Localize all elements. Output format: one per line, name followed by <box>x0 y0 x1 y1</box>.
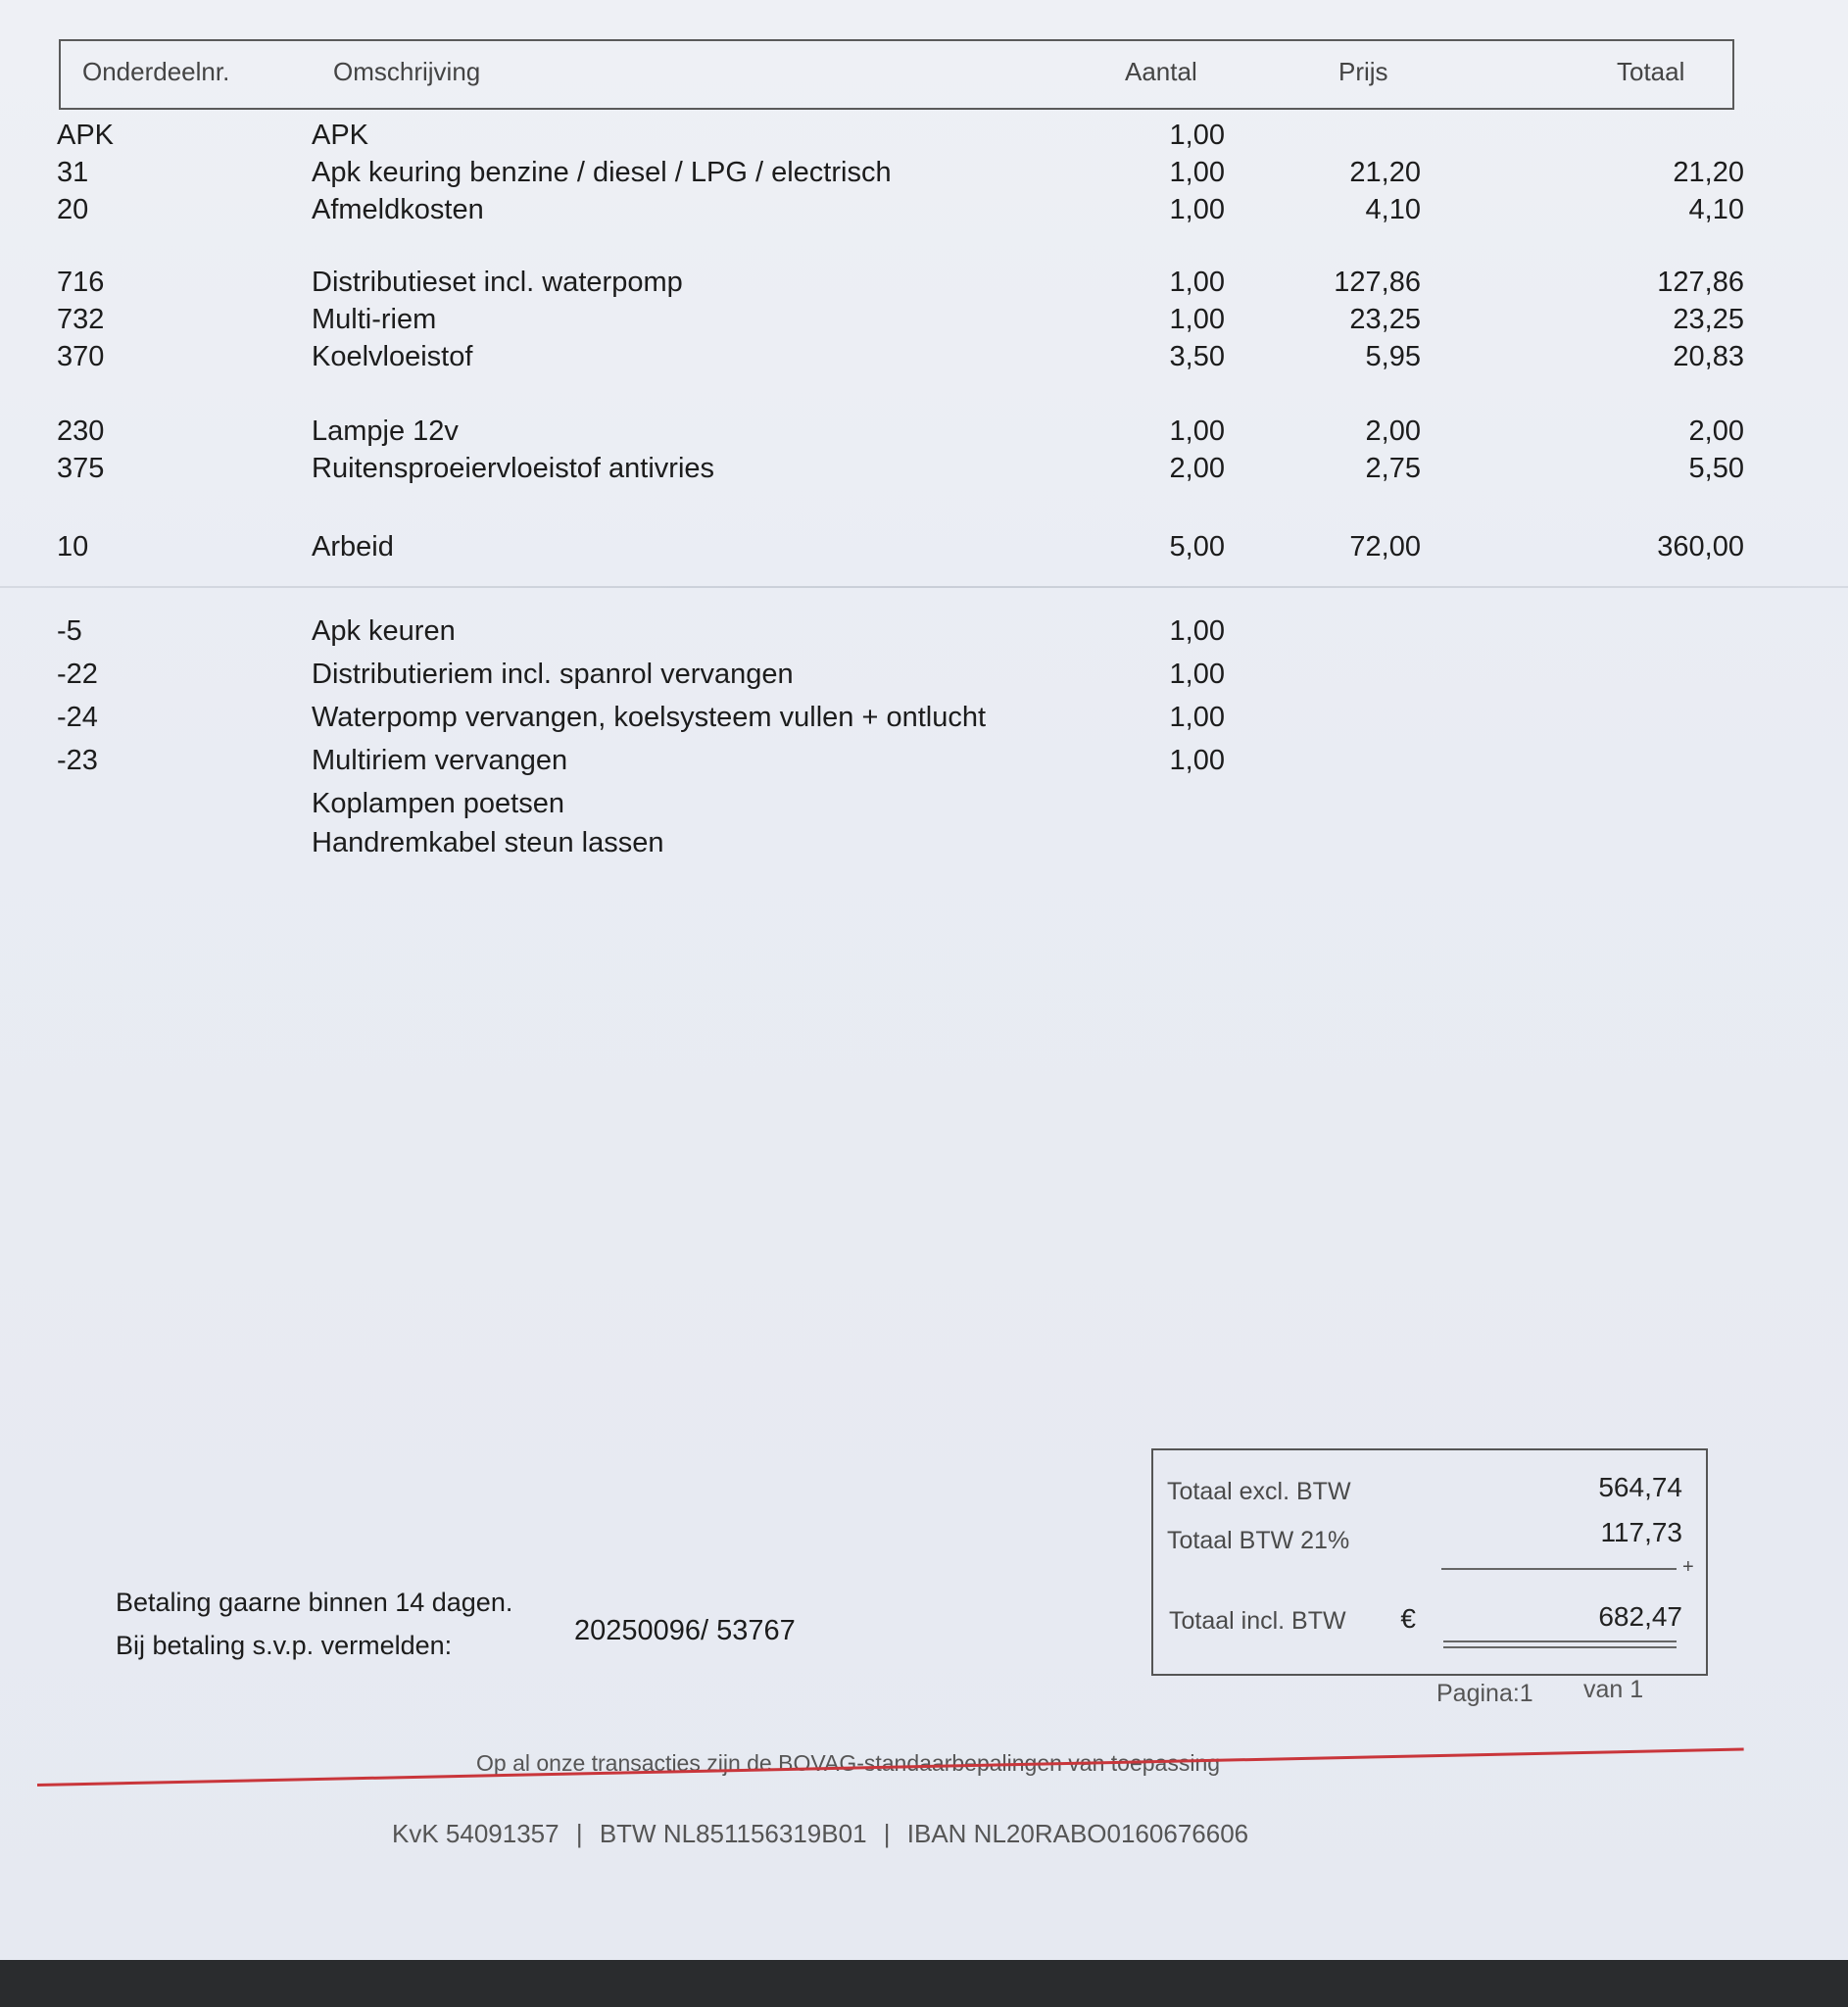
iban-number: IBAN NL20RABO0160676606 <box>906 1819 1249 1848</box>
line-total-cell: 127,86 <box>1657 267 1744 298</box>
part-number-cell: 732 <box>57 304 105 335</box>
description-cell: Multiriem vervangen <box>312 745 568 776</box>
line-total-cell: 2,00 <box>1688 416 1744 447</box>
quantity-cell: 2,00 <box>1169 453 1225 484</box>
description-cell: Handremkabel steun lassen <box>312 827 664 858</box>
table-row <box>0 827 1848 866</box>
table-row <box>0 531 1848 570</box>
separator: | <box>883 1819 891 1848</box>
terms-note: Op al onze transacties zijn de BOVAG-standaarbepalingen van toepassing <box>476 1750 1221 1776</box>
quantity-cell: 1,00 <box>1169 267 1225 298</box>
table-row <box>0 267 1848 306</box>
table-header-box <box>59 39 1734 110</box>
total-excl-value: 564,74 <box>1598 1472 1682 1502</box>
table-row <box>0 702 1848 741</box>
table-row <box>0 304 1848 343</box>
quantity-cell: 3,50 <box>1169 341 1225 372</box>
price-cell: 2,75 <box>1365 453 1421 484</box>
line-total-cell: 21,20 <box>1673 157 1744 188</box>
quantity-cell: 5,00 <box>1169 531 1225 563</box>
header-total: Totaal <box>1617 57 1685 86</box>
line-total-cell: 5,50 <box>1688 453 1744 484</box>
sum-line <box>1441 1568 1677 1570</box>
quantity-cell: 1,00 <box>1169 659 1225 690</box>
description-cell: Arbeid <box>312 531 394 563</box>
total-incl-label: Totaal incl. BTW <box>1169 1607 1346 1635</box>
paper-fold-crease <box>0 586 1848 588</box>
total-btw-value: 117,73 <box>1600 1517 1682 1547</box>
part-number-cell: -22 <box>57 659 98 690</box>
table-row <box>0 194 1848 233</box>
registration-line <box>392 1819 1248 1849</box>
page-count: van 1 <box>1583 1676 1644 1703</box>
price-cell: 23,25 <box>1349 304 1421 335</box>
table-row <box>0 615 1848 655</box>
quantity-cell: 1,00 <box>1169 745 1225 776</box>
total-btw-label: Totaal BTW 21% <box>1167 1527 1350 1554</box>
kvk-number: KvK 54091357 <box>392 1819 559 1848</box>
description-cell: Distributieriem incl. spanrol vervangen <box>312 659 794 690</box>
part-number-cell: 370 <box>57 341 105 372</box>
quantity-cell: 1,00 <box>1169 702 1225 733</box>
price-cell: 127,86 <box>1334 267 1421 298</box>
line-total-cell: 20,83 <box>1673 341 1744 372</box>
quantity-cell: 1,00 <box>1169 304 1225 335</box>
part-number-cell: 31 <box>57 157 89 188</box>
double-line-top <box>1443 1640 1677 1642</box>
description-cell: Koelvloeistof <box>312 341 473 372</box>
totals-box <box>1151 1448 1708 1676</box>
table-row <box>0 788 1848 827</box>
part-number-cell: -24 <box>57 702 98 733</box>
part-number-cell: -23 <box>57 745 98 776</box>
line-total-cell: 4,10 <box>1688 194 1744 225</box>
description-cell: Koplampen poetsen <box>312 788 564 819</box>
price-cell: 21,20 <box>1349 157 1421 188</box>
table-row <box>0 120 1848 159</box>
part-number-cell: -5 <box>57 615 82 647</box>
part-number-cell: 375 <box>57 453 105 484</box>
table-row <box>0 157 1848 196</box>
quantity-cell: 1,00 <box>1169 615 1225 647</box>
header-quantity: Aantal <box>1125 57 1197 86</box>
header-description: Omschrijving <box>333 57 481 86</box>
payment-reference: 20250096/ 53767 <box>574 1615 796 1646</box>
part-number-cell: APK <box>57 120 115 151</box>
separator: | <box>575 1819 583 1848</box>
total-incl-value: 682,47 <box>1598 1601 1682 1632</box>
part-number-cell: 10 <box>57 531 89 563</box>
table-row <box>0 416 1848 455</box>
line-total-cell: 23,25 <box>1673 304 1744 335</box>
header-price: Prijs <box>1338 57 1388 86</box>
description-cell: Ruitensproeiervloeistof antivries <box>312 453 715 484</box>
price-cell: 5,95 <box>1365 341 1421 372</box>
price-cell: 2,00 <box>1365 416 1421 447</box>
page-number: Pagina:1 <box>1436 1680 1533 1707</box>
part-number-cell: 20 <box>57 194 89 225</box>
table-row <box>0 453 1848 492</box>
description-cell: Apk keuren <box>312 615 456 647</box>
header-part-number: Onderdeelnr. <box>82 57 230 86</box>
part-number-cell: 716 <box>57 267 105 298</box>
total-excl-label: Totaal excl. BTW <box>1167 1478 1351 1505</box>
payment-reference-label: Bij betaling s.v.p. vermelden: <box>116 1631 453 1660</box>
price-cell: 4,10 <box>1365 194 1421 225</box>
quantity-cell: 1,00 <box>1169 157 1225 188</box>
price-cell: 72,00 <box>1349 531 1421 563</box>
description-cell: Afmeldkosten <box>312 194 484 225</box>
plus-sign: + <box>1682 1556 1694 1578</box>
currency-symbol: € <box>1400 1603 1416 1634</box>
description-cell: Waterpomp vervangen, koelsysteem vullen + ontlucht <box>312 702 987 733</box>
description-cell: Lampje 12v <box>312 416 459 447</box>
double-line-bottom <box>1443 1646 1677 1648</box>
description-cell: Apk keuring benzine / diesel / LPG / electrisch <box>312 157 892 188</box>
table-row <box>0 745 1848 784</box>
btw-number: BTW NL851156319B01 <box>599 1819 867 1848</box>
quantity-cell: 1,00 <box>1169 120 1225 151</box>
part-number-cell: 230 <box>57 416 105 447</box>
line-total-cell: 360,00 <box>1657 531 1744 563</box>
description-cell: APK <box>312 120 369 151</box>
table-row <box>0 659 1848 698</box>
table-row <box>0 341 1848 380</box>
description-cell: Multi-riem <box>312 304 437 335</box>
description-cell: Distributieset incl. waterpomp <box>312 267 683 298</box>
payment-terms: Betaling gaarne binnen 14 dagen. <box>116 1588 513 1617</box>
quantity-cell: 1,00 <box>1169 194 1225 225</box>
quantity-cell: 1,00 <box>1169 416 1225 447</box>
